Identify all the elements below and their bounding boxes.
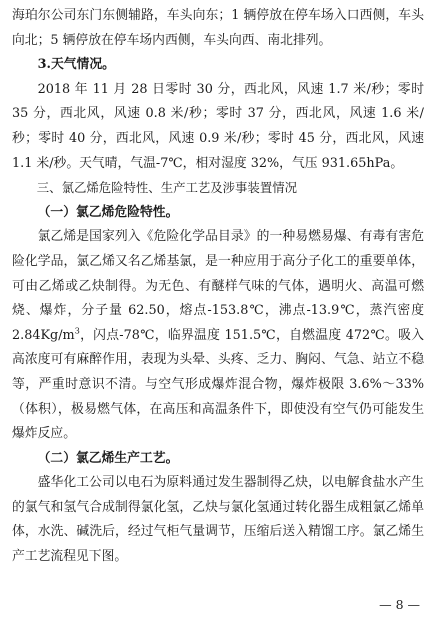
paragraph-parking: 海珀尔公司东门东侧辅路，车头向东；1 辆停放在停车场入口西侧，车头向北；5 辆停放在停车场内西侧，车头向西、南北排列。 (12, 8, 424, 48)
hazard-text-part-1: 氯乙烯是国家列入《危险化学品目录》的一种易燃易爆、有毒有害危险化学品，氯乙烯又名乙烯基氯，是一种应用于高分子化工的重要单体，可由乙烯或乙炔制得。为无色、有醚样气味的气体，遇明火、高温可燃烧、爆炸，分子量 62.50，熔点-153.8℃，沸点-13.9℃，蒸汽密度 2.84Kg/m (12, 229, 424, 343)
document-body (12, 4, 424, 570)
paragraph-weather: 2018 年 11 月 28 日零时 30 分，西北风，风速 1.7 米/秒；零时 35 分，西北风，风速 0.8 米/秒；零时 37 分，西北风，风速 1.6 米/秒；零时 40 分，西北风，风速 0.9 米/秒；零时 45 分，西北风，风速 1.1 米/秒。天气晴，气温-7℃，相对湿度 32%，气压 931.65hPa。 (12, 81, 424, 171)
superscript-cubic: 3 (74, 326, 80, 336)
page-number: — 8 — (379, 597, 420, 612)
paragraph-production-process: 盛华化工公司以电石为原料通过发生器制得乙炔，以电解食盐水产生的氯气和氢气合成制得氯化氢，乙炔与氯化氢通过转化器生成粗氯乙烯单体，水洗、碱洗后，经过气柜气量调节，压缩后送入精馏工序。氯乙烯生产工艺流程见下图。 (12, 475, 424, 565)
hazard-text-part-2: ，闪点-78℃，临界温度 151.5℃，自燃温度 472℃。吸入高浓度可有麻醉作用，表现为头晕、头疼、乏力、胸闷、气急、站立不稳等，严重时意识不清。与空气形成爆炸混合物，爆炸极限 3.6%～33%（体积），极易燃气体，在高压和高温条件下，即使没有空气仍可能发生爆炸反应。 (12, 327, 424, 442)
heading-production-process: （二）氯乙烯生产工艺。 (37, 450, 179, 466)
heading-section-3: 三、氯乙烯危险特性、生产工艺及涉事装置情况 (36, 180, 297, 196)
paragraph-hazard-properties (12, 225, 424, 446)
heading-hazard-properties: （一）氯乙烯危险特性。 (37, 204, 179, 220)
heading-weather: 3.天气情况。 (37, 57, 115, 73)
